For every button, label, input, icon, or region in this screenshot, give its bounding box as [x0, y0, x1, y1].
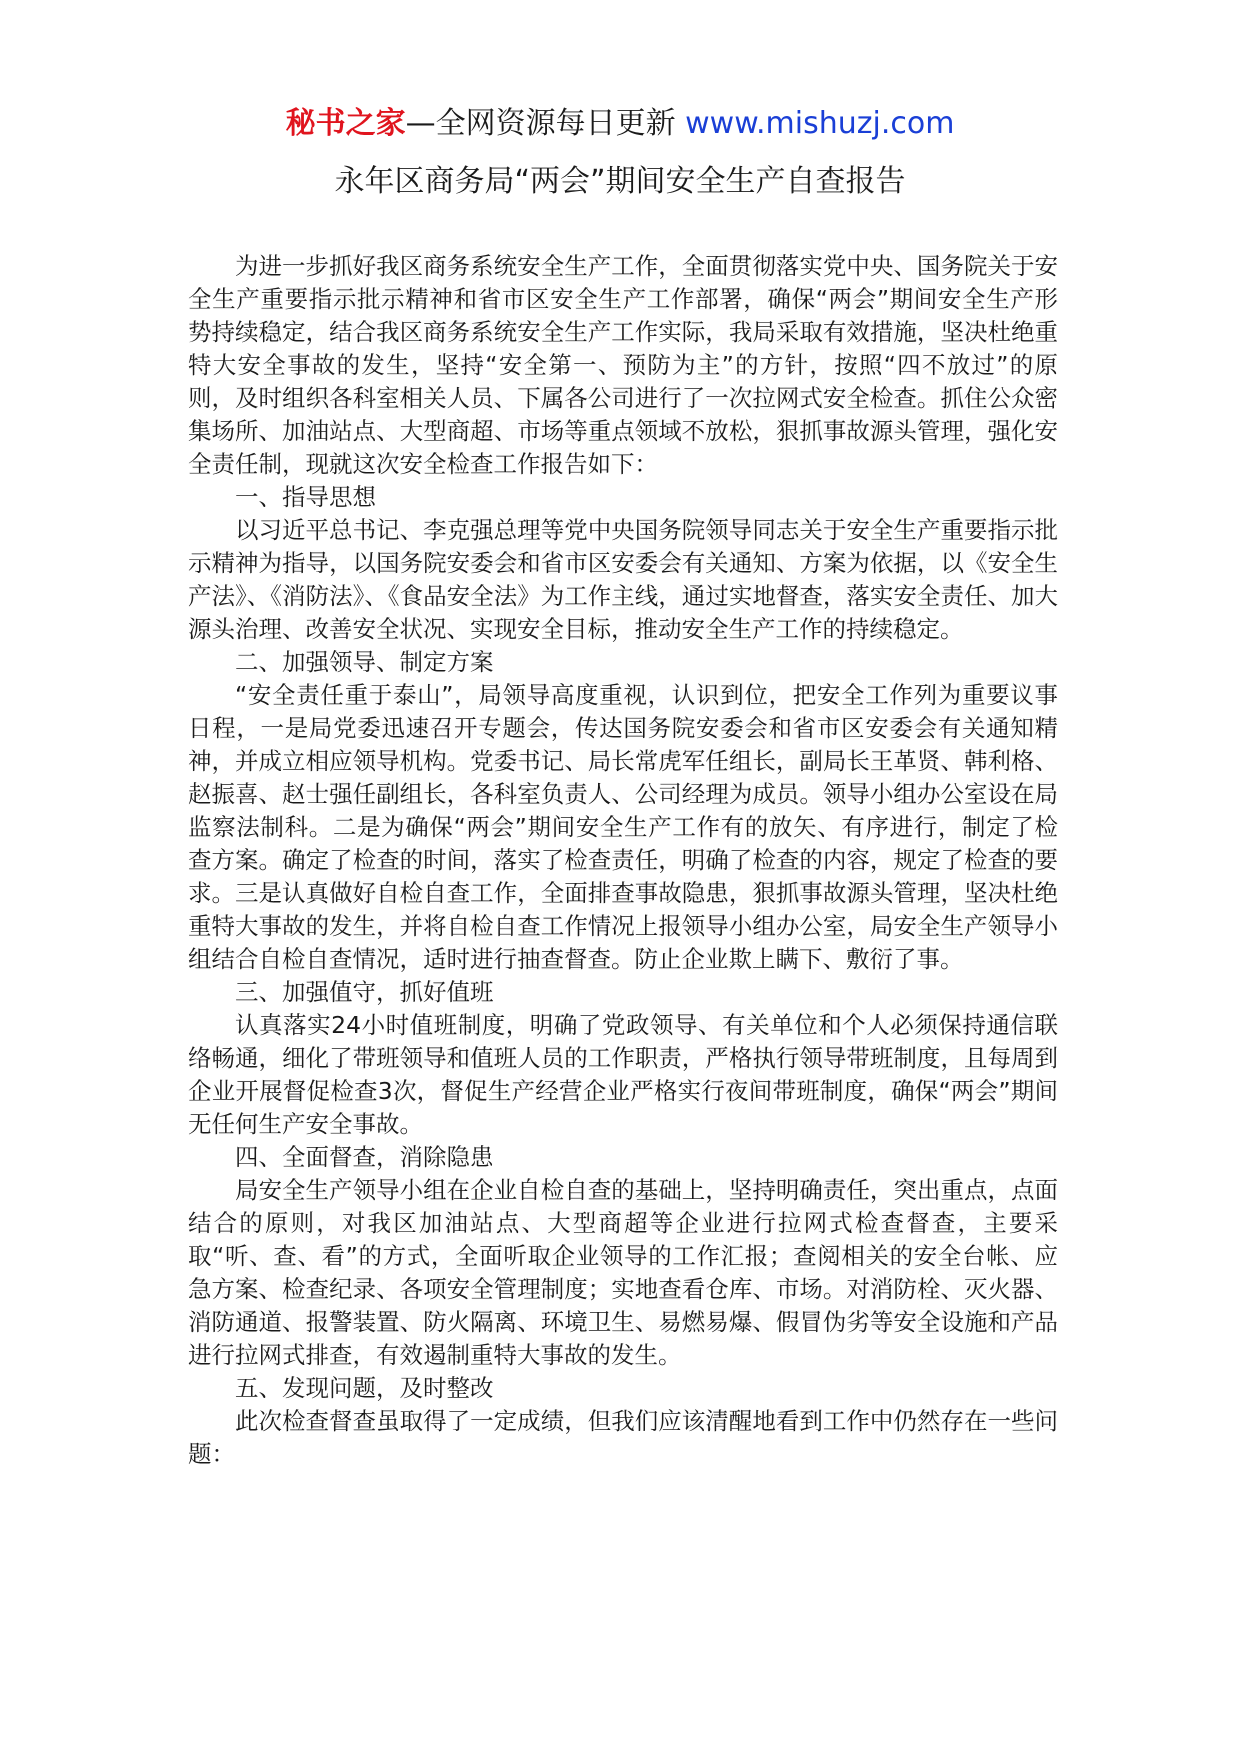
paragraph-3: 认真落实24小时值班制度，明确了党政领导、有关单位和个人必须保持通信联络畅通，细化了带班领导和值班人员的工作职责，严格执行领导带班制度，且每周到企业开展督促检查3次，督促生产经营企业严格实行夜间带班制度，确保“两会”期间无任何生产安全事故。 — [188, 1011, 1058, 1138]
section-heading-1: 一、指导思想 — [235, 483, 376, 511]
section-heading-4: 四、全面督查，消除隐患 — [235, 1143, 494, 1171]
section-heading-2: 二、加强领导、制定方案 — [235, 648, 494, 676]
section-heading-3: 三、加强值守，抓好值班 — [235, 978, 494, 1006]
paragraph-1: 以习近平总书记、李克强总理等党中央国务院领导同志关于安全生产重要指示批示精神为指导，以国务院安委会和省市区安委会有关通知、方案为依据，以《安全生产法》、《消防法》、《食品安全法》为工作主线，通过实地督查，落实安全责任、加大源头治理、改善安全状况、实现安全目标，推动安全生产工作的持续稳定。 — [188, 516, 1058, 643]
document-body — [188, 250, 1058, 1471]
site-banner — [0, 104, 1240, 144]
banner-brand: 秘书之家 — [285, 106, 406, 141]
section-heading-5: 五、发现问题，及时整改 — [235, 1374, 494, 1402]
banner-slogan: —全网资源每日更新 — [405, 106, 686, 141]
paragraph-4: 局安全生产领导小组在企业自检自查的基础上，坚持明确责任，突出重点，点面结合的原则，对我区加油站点、大型商超等企业进行拉网式检查督查，主要采取“听、查、看”的方式，全面听取企业领导的工作汇报；查阅相关的安全台帐、应急方案、检查纪录、各项安全管理制度；实地查看仓库、市场。对消防栓、灭火器、消防通道、报警装置、防火隔离、环境卫生、易燃易爆、假冒伪劣等安全设施和产品进行拉网式排查，有效遏制重特大事故的发生。 — [188, 1176, 1058, 1369]
paragraph-5: 此次检查督查虽取得了一定成绩，但我们应该清醒地看到工作中仍然存在一些问题： — [188, 1407, 1058, 1468]
paragraph-intro: 为进一步抓好我区商务系统安全生产工作，全面贯彻落实党中央、国务院关于安全生产重要指示批示精神和省市区安全生产工作部署，确保“两会”期间安全生产形势持续稳定，结合我区商务系统安全生产工作实际，我局采取有效措施，坚决杜绝重特大安全事故的发生，坚持“安全第一、预防为主”的方针，按照“四不放过”的原则，及时组织各科室相关人员、下属各公司进行了一次拉网式安全检查。抓住公众密集场所、加油站点、大型商超、市场等重点领域不放松，狠抓事故源头管理，强化安全责任制，现就这次安全检查工作报告如下： — [188, 252, 1058, 478]
document-title: 永年区商务局“两会”期间安全生产自查报告 — [334, 164, 906, 199]
paragraph-2: “安全责任重于泰山”，局领导高度重视，认识到位，把安全工作列为重要议事日程，一是局党委迅速召开专题会，传达国务院安委会和省市区安委会有关通知精神，并成立相应领导机构。党委书记、局长常虎军任组长，副局长王革贤、韩利格、赵振喜、赵士强任副组长，各科室负责人、公司经理为成员。领导小组办公室设在局监察法制科。二是为确保“两会”期间安全生产工作有的放矢、有序进行，制定了检查方案。确定了检查的时间，落实了检查责任，明确了检查的内容，规定了检查的要求。三是认真做好自检自查工作，全面排查事故隐患，狠抓事故源头管理，坚决杜绝重特大事故的发生，并将自检自查工作情况上报领导小组办公室，局安全生产领导小组结合自检自查情况，适时进行抽查督查。防止企业欺上瞒下、敷衍了事。 — [188, 681, 1058, 973]
banner-url-link[interactable]: www.mishuzj.com — [685, 106, 955, 141]
